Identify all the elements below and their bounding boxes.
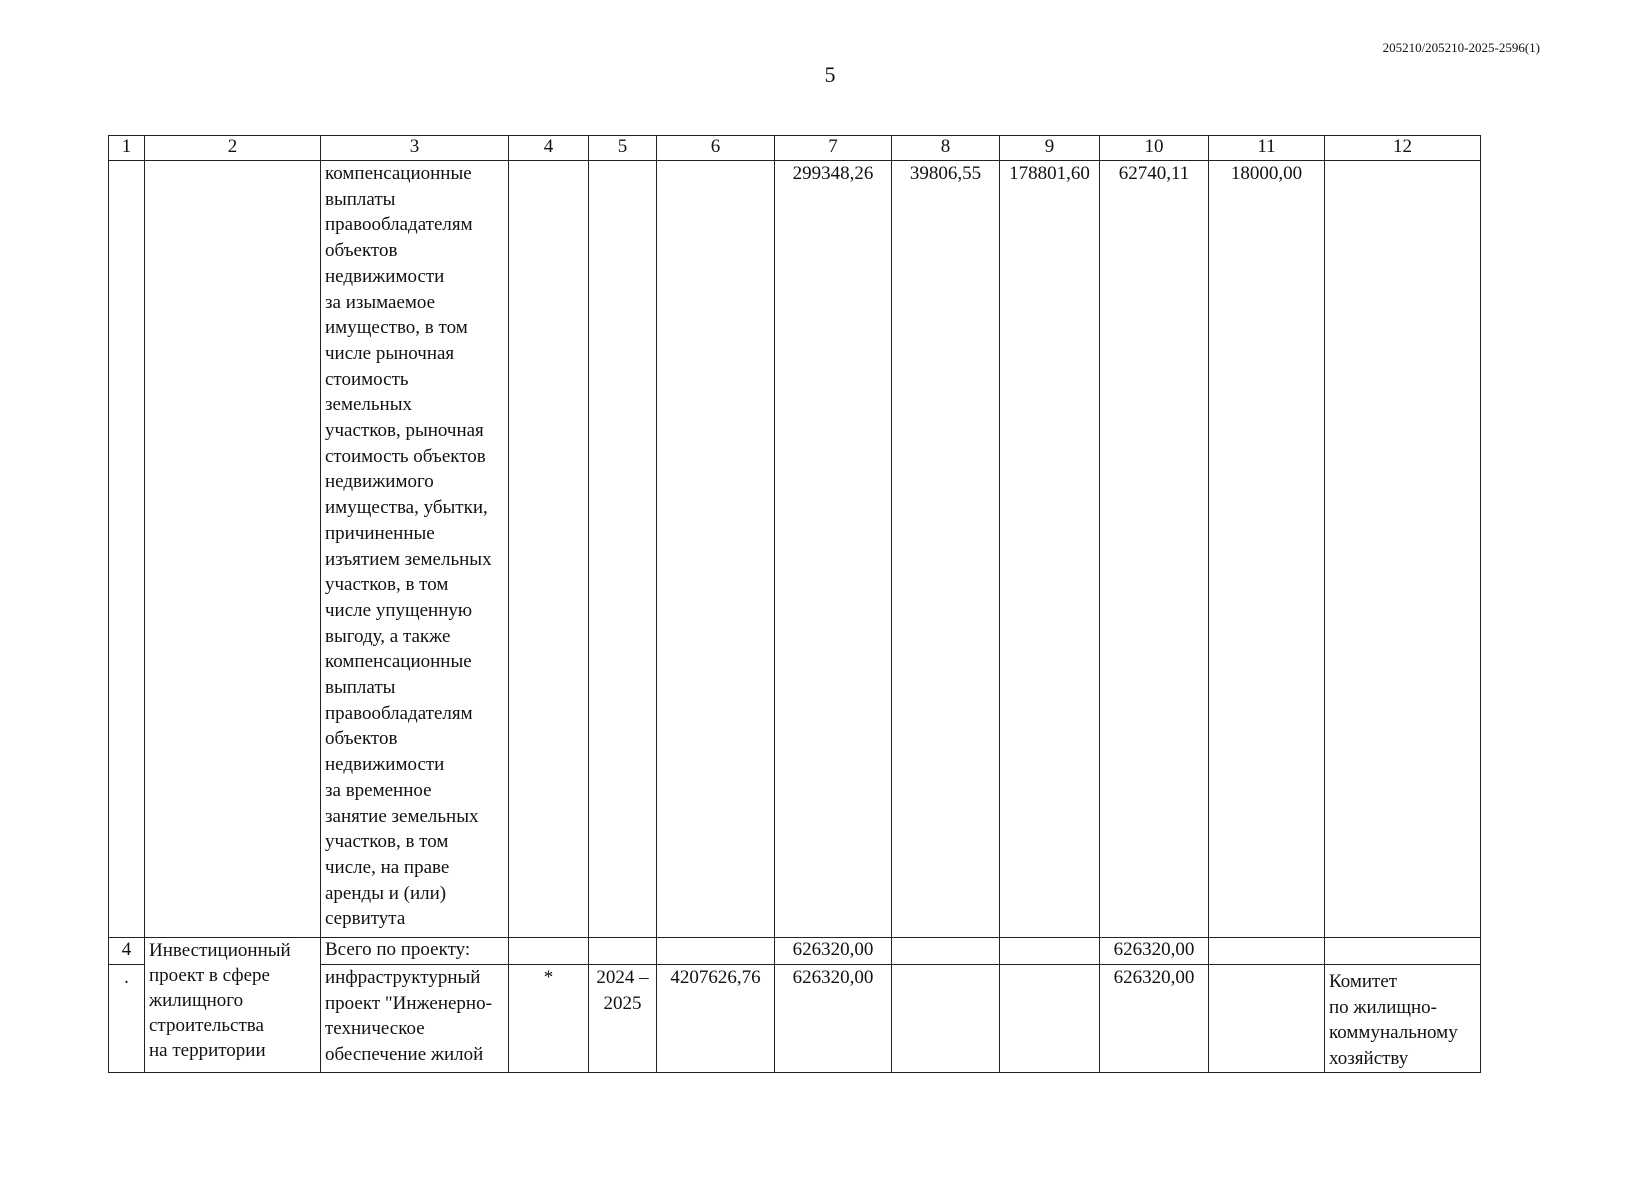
cell-project-type: инфраструктурный проект "Инженерно- техническое обеспечение жилой: [321, 965, 509, 1073]
cell-amount-col7: 299348,26: [775, 161, 892, 938]
col-header-3: 3: [321, 136, 509, 161]
cell: [657, 938, 775, 965]
col-header-7: 7: [775, 136, 892, 161]
cell: [509, 938, 589, 965]
document-id: 205210/205210-2025-2596(1): [1382, 40, 1540, 55]
header-row: [109, 136, 1481, 161]
cell-footnote-mark: *: [509, 965, 589, 1073]
cell: [1209, 965, 1325, 1073]
cell-amount-col8: 39806,55: [892, 161, 1000, 938]
col-header-8: 8: [892, 136, 1000, 161]
cell: [589, 938, 657, 965]
cell: [1000, 965, 1100, 1073]
cell: [892, 965, 1000, 1073]
cell-total-col10: 626320,00: [1100, 938, 1209, 965]
cell: [109, 161, 145, 938]
cell-row-mark: .: [109, 965, 145, 1073]
cell-cost: 4207626,76: [657, 965, 775, 1073]
cell-amount-col11: 18000,00: [1209, 161, 1325, 938]
cell: [589, 161, 657, 938]
col-header-12: 12: [1325, 136, 1481, 161]
cell-period: 2024 – 2025: [589, 965, 657, 1073]
cell: [1209, 938, 1325, 965]
cell: [509, 161, 589, 938]
cell: [145, 161, 321, 938]
cell-responsible: Комитет по жилищно- коммунальному хозяйству: [1325, 965, 1481, 1073]
col-header-2: 2: [145, 136, 321, 161]
cell: [657, 161, 775, 938]
cell: [1325, 938, 1481, 965]
table-row-total: [109, 938, 1481, 965]
cell-description: компенсационные выплаты правообладателям объектов недвижимости за изымаемое имущество, в том числе рыночная стоимость земельных участков, рыночная стоимость объектов недвижимого имущества, убытки, причиненные изъятием земельных участков, в том числе упущенную выгоду, а также компенсационные выплаты правообладателям объектов недвижимости за временное занятие земельных участков, в том числе, на праве аренды и (или) сервитута: [321, 161, 509, 938]
cell-project-name: Инвестиционный проект в сфере жилищного строительства на территории: [145, 938, 321, 1073]
cell: [1325, 161, 1481, 938]
col-header-6: 6: [657, 136, 775, 161]
cell-amount-col10: 62740,11: [1100, 161, 1209, 938]
cell-row-number: 4: [109, 938, 145, 965]
data-table: [108, 135, 1481, 1073]
col-header-4: 4: [509, 136, 589, 161]
cell-amount-col10: 626320,00: [1100, 965, 1209, 1073]
col-header-5: 5: [589, 136, 657, 161]
page-number: 5: [824, 62, 836, 87]
cell-amount-col7: 626320,00: [775, 965, 892, 1073]
col-header-1: 1: [109, 136, 145, 161]
cell: [892, 938, 1000, 965]
col-header-11: 11: [1209, 136, 1325, 161]
cell: [1000, 938, 1100, 965]
table-row-continuation: [109, 161, 1481, 938]
col-header-9: 9: [1000, 136, 1100, 161]
cell-total-col7: 626320,00: [775, 938, 892, 965]
cell-total-label: Всего по проекту:: [321, 938, 509, 965]
col-header-10: 10: [1100, 136, 1209, 161]
cell-amount-col9: 178801,60: [1000, 161, 1100, 938]
